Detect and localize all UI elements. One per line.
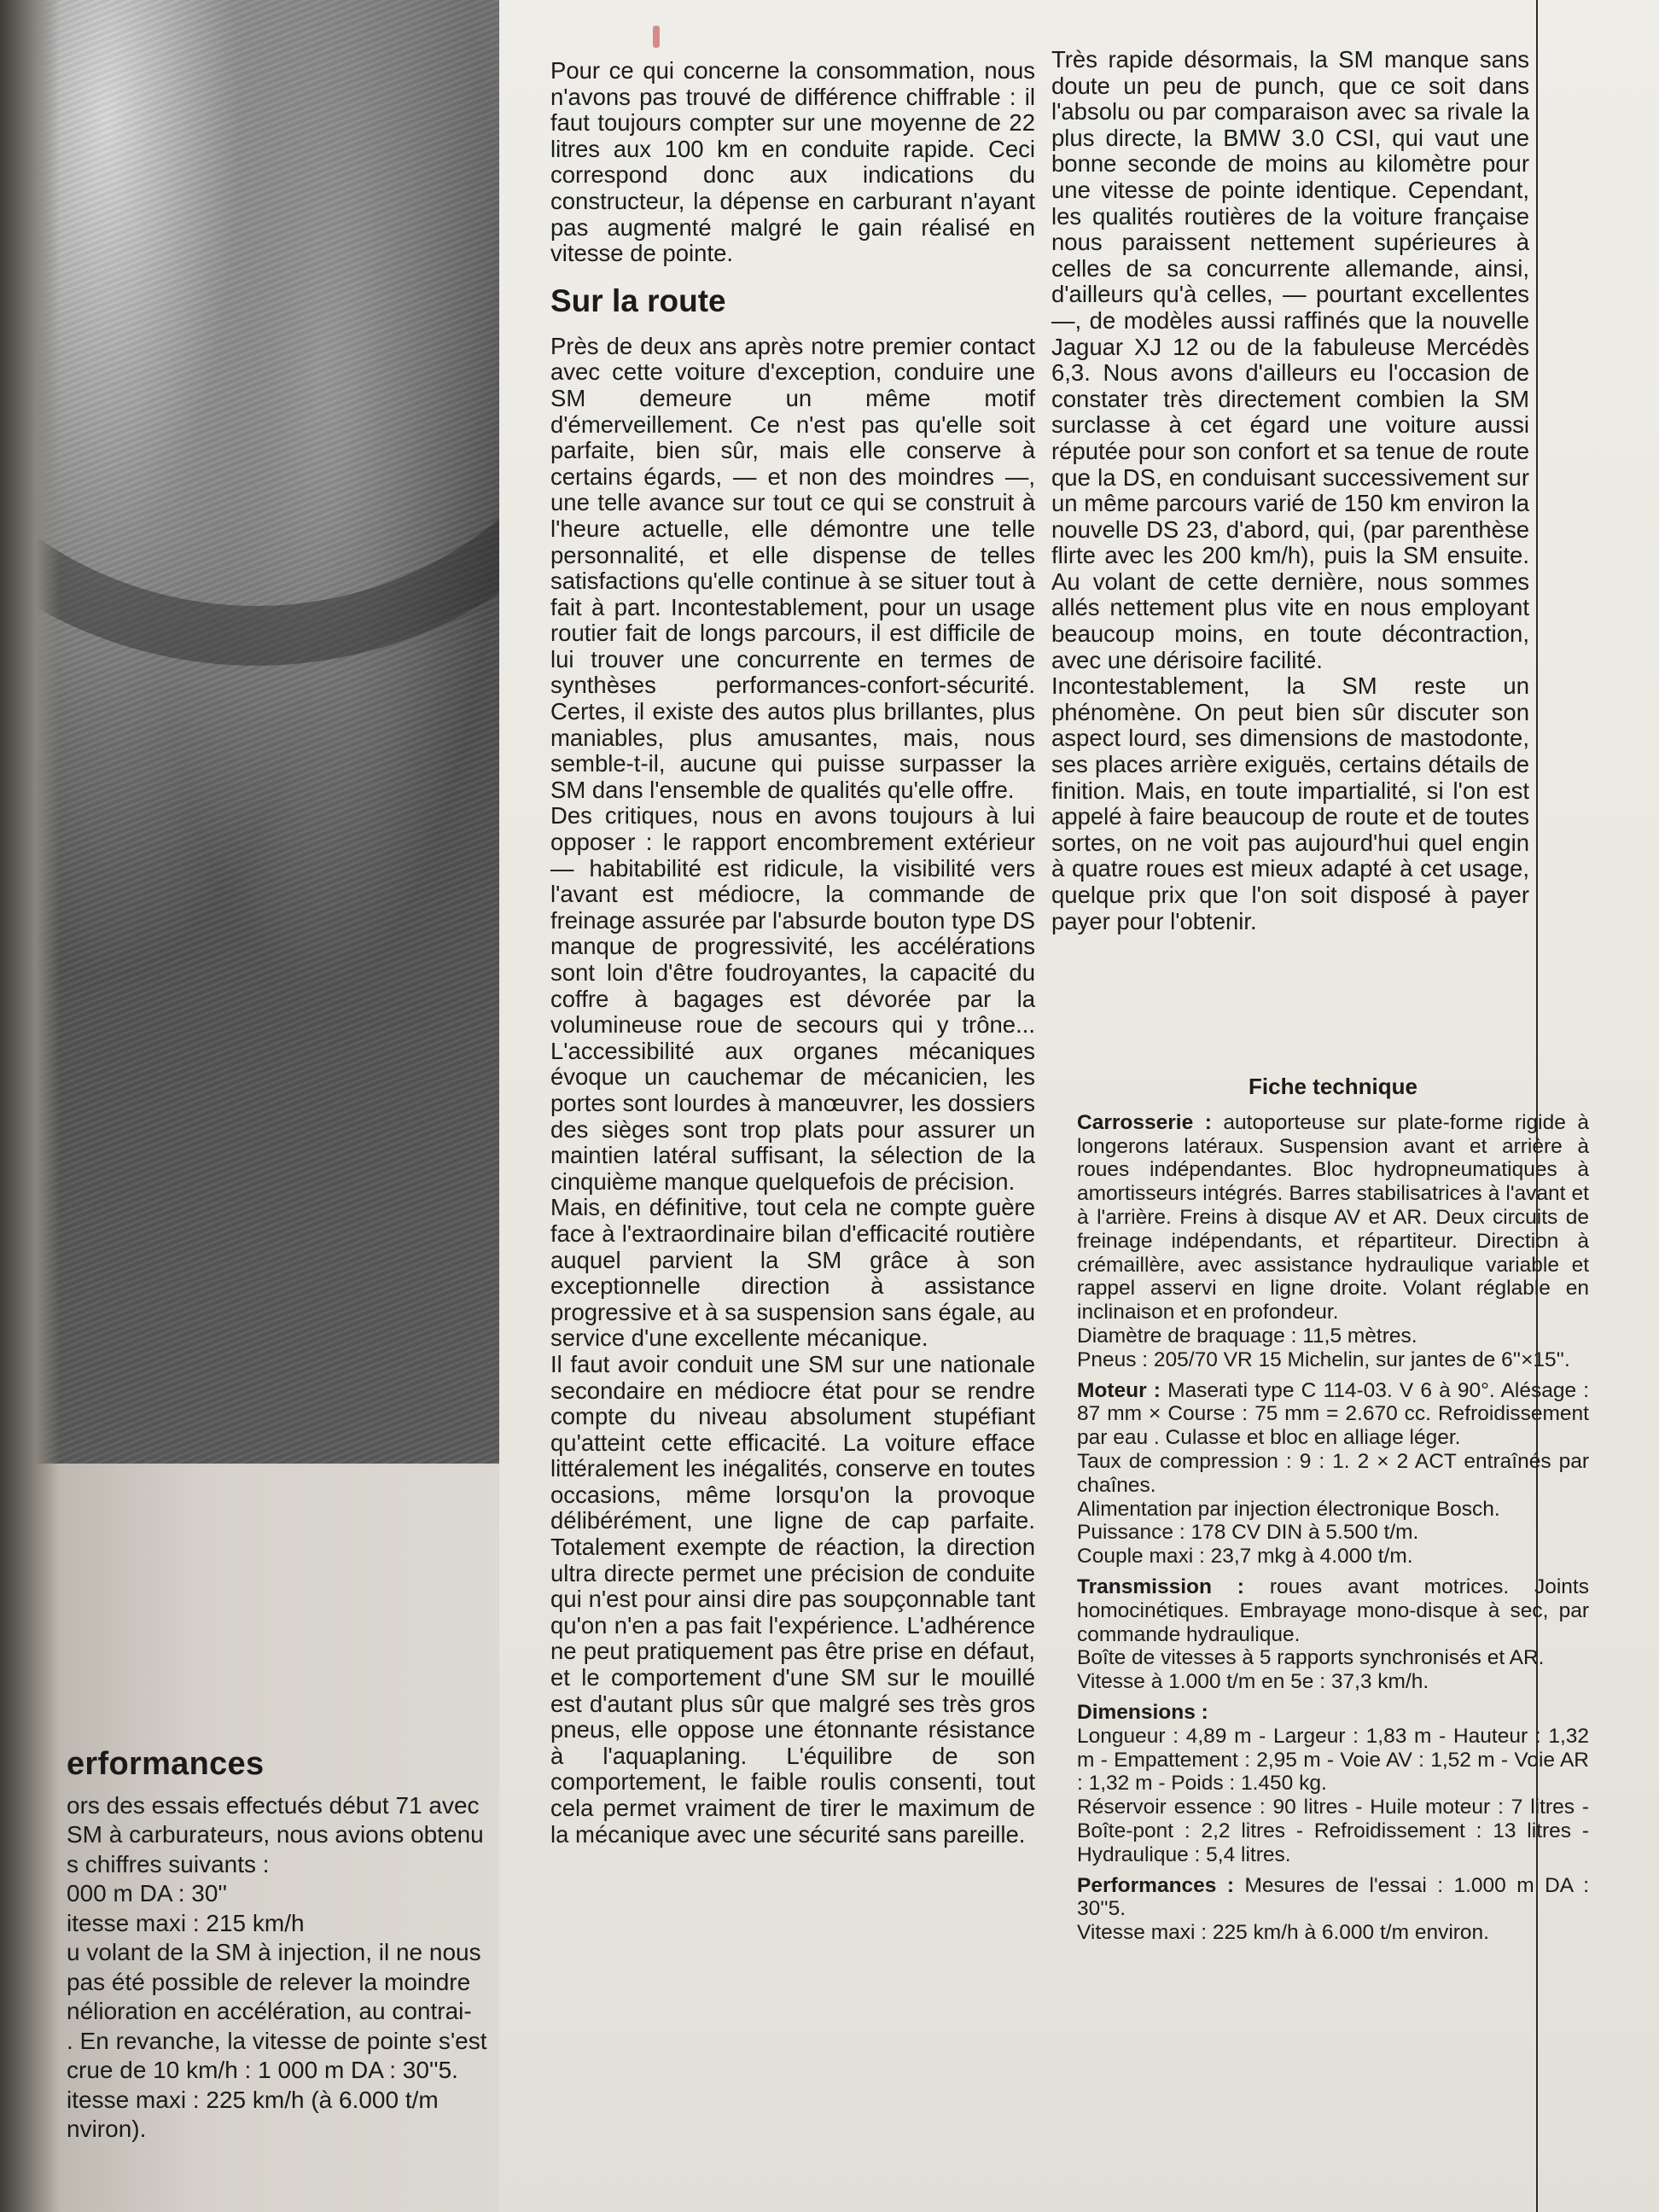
- spec-line: Puissance : 178 CV DIN à 5.500 t/m.: [1077, 1521, 1419, 1545]
- performances-heading: erformances: [67, 1746, 265, 1782]
- spec-moteur: [1077, 1379, 1589, 1450]
- spec-line: Vitesse maxi : 225 km/h à 6.000 t/m environ.: [1077, 1921, 1489, 1945]
- page-gutter: [0, 0, 60, 2212]
- spec-line: Diamètre de braquage : 11,5 mètres.: [1077, 1324, 1417, 1348]
- spec-line: Pneus : 205/70 VR 15 Michelin, sur jantes de 6''×15''.: [1077, 1348, 1570, 1371]
- spec-label: Transmission :: [1077, 1575, 1244, 1598]
- performances-sidebar: [67, 1746, 562, 2145]
- paragraph: Très rapide désormais, la SM manque sans doute un peu de punch, que ce soit dans l'absolu ou par comparaison avec sa rivale la plus directe, la BMW 3.0 CSI, qui vaut une bonne seconde de moins au kilomètre pour une vitesse de pointe identique. Cependant, les qualités routières de la voiture française nous paraissent nettement supérieures à celles de sa concurrente allemande, ainsi, d'ailleurs qu'à celles, — pourtant excellentes —, de modèles aussi raffinés que la nouvelle Jaguar XJ 12 ou de la fabuleuse Mercédès 6,3. Nous avons d'ailleurs eu l'occasion de constater très directement combien la SM surclasse à cet égard une voiture aussi réputée pour son confort et sa tenue de route que la DS, en conduisant successivement sur un même parcours varié de 150 km environ la nouvelle DS 23, d'abord, qui, (par parenthèse flirte avec les 200 km/h), puis la SM ensuite. Au volant de cette dernière, nous sommes allés nettement plus vite en nous employant beaucoup moins, en toute décontraction, avec une dérisoire facilité.: [1051, 46, 1529, 673]
- spec-label: Dimensions :: [1077, 1700, 1208, 1724]
- paragraph: Mais, en définitive, tout cela ne compte guère face à l'extraordinaire bilan d'efficacité routière auquel parvient la SM grâce à son exceptionnelle direction à assistance progressive et à sa suspension sans égale, au service d'une excellente mécanique.: [550, 1194, 1035, 1352]
- performances-text: ors des essais effectués début 71 avec SM à carburateurs, nous avions obtenu s chiffres suivants : 000 m DA : 30'' itesse maxi : 215 km/h u volant de la SM à injection, il ne nous pas été possible de relever la moindre nélioration en accélération, au contrai- . En revanche, la vitesse de pointe s'est crue de 10 km/h : 1 000 m DA : 30''5. itesse maxi : 225 km/h (à 6.000 t/m nviron).: [67, 1791, 487, 2142]
- paragraph: Il faut avoir conduit une SM sur une nationale secondaire en médiocre état pour se rendre compte du niveau absolument stupéfiant qu'atteint cette efficacité. La voiture efface littéralement les inégalités, conserve en toutes occasions, même lorsqu'on la provoque délibérément, une ligne de cap parfaite. Totalement exempte de réaction, la direction ultra directe permet une précision de conduite qui n'est pour ainsi dire pas soupçonnable tant qu'on n'en a pas fait l'expérience. L'adhérence ne peut pratiquement pas être prise en défaut, et le comportement d'une SM sur le mouillé est d'autant plus sûr que malgré ses très gros pneus, elle oppose une étonnante résistance à l'aquaplaning. L'équilibre de son comportement, le faible roulis consenti, tout cela permet vraiment de tirer le maximum de la mécanique avec une sécurité sans pareille.: [550, 1350, 1035, 1848]
- spec-line: Couple maxi : 23,7 mkg à 4.000 t/m.: [1077, 1545, 1413, 1569]
- spec-line: Vitesse à 1.000 t/m en 5e : 37,3 km/h.: [1077, 1670, 1429, 1694]
- spec-dimensions: [1077, 1701, 1589, 1796]
- spec-line: Réservoir essence : 90 litres - Huile moteur : 7 litres - Boîte-pont : 2,2 litres - Refroidissement : 13 litres - Hydraulique : 5,4 litres.: [1077, 1796, 1589, 1866]
- spec-line: Alimentation par injection électronique Bosch.: [1077, 1497, 1500, 1521]
- paragraph: Pour ce qui concerne la consommation, nous n'avons pas trouvé de différence chiffrable : il faut toujours compter sur une moyenne de 22 litres aux 100 km en conduite rapide. Ceci correspond donc aux indications du constructeur, la dépense en carburant n'ayant pas augmenté malgré le gain réalisé en vitesse de pointe.: [550, 57, 1035, 267]
- spec-text: Mesures de l'essai : 1.000 m DA : 30''5.: [1077, 1873, 1589, 1921]
- car-photo: [0, 0, 533, 1464]
- spec-line: Taux de compression : 9 : 1. 2 × 2 ACT entraînés par chaînes.: [1077, 1449, 1589, 1497]
- spec-text: roues avant motrices. Joints homocinétiques. Embrayage mono-disque à sec, par commande hydraulique.: [1077, 1575, 1589, 1646]
- section-heading: Sur la route: [550, 282, 726, 318]
- article-column-2: [1051, 47, 1529, 934]
- article-column-1: [550, 58, 1035, 1848]
- paragraph: Incontestablement, la SM reste un phénomène. On peut bien sûr discuter son aspect lourd, ses dimensions de mastodonte, ses places arrière exiguës, certains détails de finition. Mais, en toute impartialité, si l'on est appelé à faire beaucoup de route et de toutes sortes, on ne voit pas aujourd'hui quel engin à quatre roues est mieux adapté à cet usage, quelque prix que l'on soit disposé à payer payer pour l'obtenir.: [1051, 672, 1529, 934]
- spec-carrosserie: [1077, 1111, 1589, 1324]
- fiche-technique: [1077, 1075, 1589, 1952]
- red-mark: [653, 26, 660, 48]
- paragraph: Près de deux ans après notre premier contact avec cette voiture d'exception, conduire une SM demeure un même motif d'émerveillement. Ce n'est pas qu'elle soit parfaite, bien sûr, mais elle conserve à certains égards, — et non des moindres —, une telle avance sur tout ce qui se construit à l'heure actuelle, elle démontre une telle personnalité, et elle dispense de telles satisfactions qu'elle continue à se situer tout à fait à part. Incontestablement, pour un usage routier fait de longs parcours, il est difficile de lui trouver une concurrente en termes de synthèses performances-confort-sécurité. Certes, il existe des autos plus brillantes, plus maniables, plus amusantes, mais, nous semble-t-il, aucune qui puisse surpasser la SM dans l'ensemble de qualités qu'elle offre.: [550, 332, 1035, 803]
- spec-text: Maserati type C 114-03. V 6 à 90°. Alésage : 87 mm × Course : 75 mm = 2.670 cc. Refroidissement par eau . Culasse et bloc en alliage léger.: [1077, 1378, 1590, 1450]
- spec-label: Carrosserie :: [1077, 1110, 1212, 1134]
- spec-label: Moteur :: [1077, 1378, 1161, 1402]
- spec-performances: [1077, 1874, 1589, 1922]
- spec-line: Boîte de vitesses à 5 rapports synchronisés et AR.: [1077, 1646, 1545, 1670]
- spec-label: Performances :: [1077, 1873, 1235, 1897]
- spec-text: Longueur : 4,89 m - Largeur : 1,83 m - Hauteur : 1,32 m - Empattement : 2,95 m - Voie AV : 1,52 m - Voie AR : 1,32 m - Poids : 1.450 kg.: [1077, 1724, 1589, 1796]
- paragraph: Des critiques, nous en avons toujours à lui opposer : le rapport encombrement extérieur — habitabilité est ridicule, la visibilité vers l'avant est médiocre, la commande de freinage assurée par l'absurde bouton type DS manque de progressivité, les accélérations sont loin d'être foudroyantes, la capacité du coffre à bagages est dévorée par la volumineuse roue de secours qui y trône... L'accessibilité aux organes mécaniques évoque un cauchemar de mécanicien, les portes sont lourdes à manœuvrer, les dossiers des sièges sont trop plats pour assurer un maintien latéral suffisant, la sélection de la cinquième manque quelquefois de précision.: [550, 802, 1035, 1195]
- spec-transmission: [1077, 1575, 1589, 1646]
- fiche-title: Fiche technique: [1249, 1074, 1417, 1099]
- spec-text: autoporteuse sur plate-forme rigide à longerons latéraux. Suspension avant et arrière à roues indépendantes. Bloc hydropneumatiques à amortisseurs intégrés. Barres stabilisatrices à l'avant et à l'arrière. Freins à disque AV et AR. Deux circuits de freinage indépendants, et répartiteur. Direction à crémaillère, avec assistance hydraulique variable et rappel asservi en ligne droite. Volant réglable en inclinaison et en profondeur.: [1077, 1110, 1589, 1324]
